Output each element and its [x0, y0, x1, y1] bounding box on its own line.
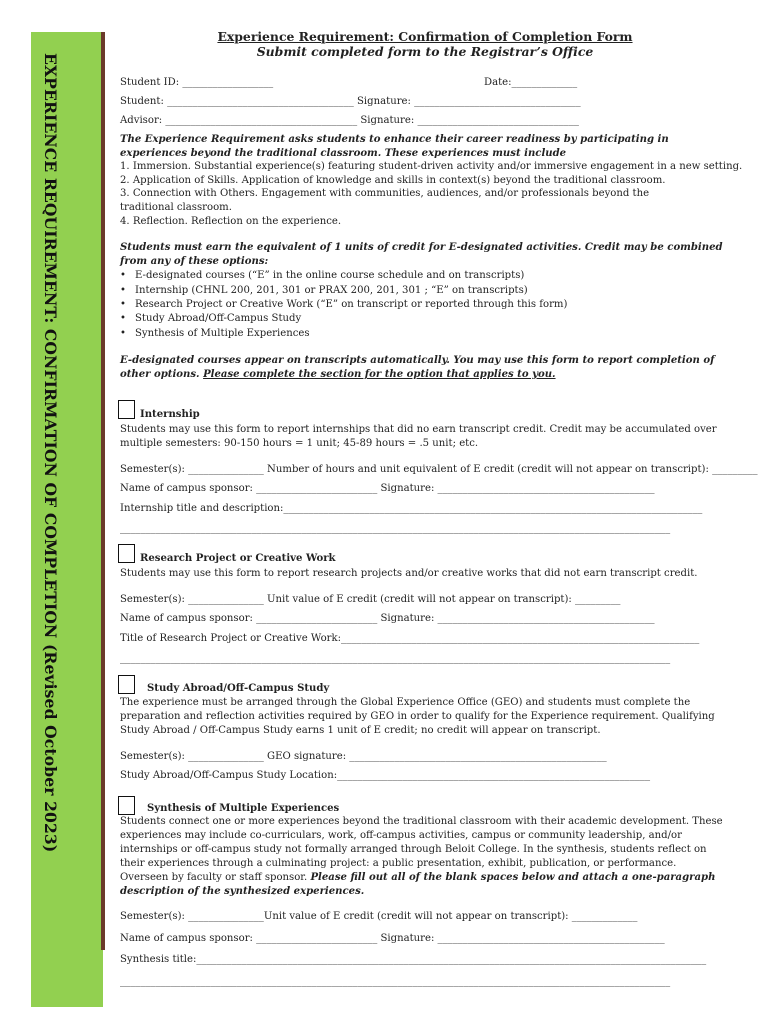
student-id-field[interactable]: Student ID: __________________ [120, 77, 274, 88]
research-checkbox[interactable] [118, 544, 135, 563]
form-header [120, 29, 730, 59]
synthesis-checkbox[interactable] [118, 796, 135, 815]
study-abroad-location-field[interactable]: Study Abroad/Off-Campus Study Location:______________________________________________________________ [120, 770, 651, 781]
synthesis-description: Students connect one or more experiences beyond the traditional classroom with their academic development. These experiences may include co-curriculars, work, off-campus activities, campus or community leadership, and/or internships or off-campus study not formally arranged through Beloit College. In the synthesis, students reflect on their experiences through a culminating project: a public presentation, exhibit, publication, or performance. Overseen by faculty or staff sponsor. Please fill out all of the blank spaces below and attach a one-paragraph description of the synthesized experiences. [120, 816, 723, 897]
synthesis-sponsor-field[interactable]: Name of campus sponsor: ________________________ Signature: _____________________________________________ [120, 933, 665, 944]
intro-item: 4. Reflection. Reflection on the experience. [120, 216, 342, 227]
intro-heading: The Experience Requirement asks students to enhance their career readiness by participating in experiences beyond the traditional classroom. These experiences must include [120, 134, 669, 159]
synthesis-extra-line[interactable]: _____________________________________________________________________________________________________________ [120, 976, 671, 987]
student-signature-field[interactable]: Student: _____________________________________ Signature: _________________________________ [120, 96, 581, 107]
study-abroad-description: The experience must be arranged through the Global Experience Office (GEO) and students must complete the preparation and reflection activities required by GEO in order to qualify for the Experience requirement. Qualifying Study Abroad / Off-Campus Study earns 1 unit of E credit; no credit will appear on transcript. [120, 697, 715, 736]
research-title-field[interactable]: Title of Research Project or Creative Work:_______________________________________________________________________ [120, 633, 700, 644]
form-title: Experience Requirement: Confirmation of Completion Form [217, 29, 633, 44]
credit-option: • Internship (CHNL 200, 201, 301 or PRAX 200, 201, 301 ; “E” on transcripts) [120, 285, 528, 296]
date-field[interactable]: Date:_____________ [484, 77, 578, 88]
intro-item: 1. Immersion. Substantial experience(s) featuring student-driven activity and/or immersive engagement in a new setting. [120, 161, 743, 172]
form-subtitle: Submit completed form to the Registrar’s Office [256, 44, 594, 59]
internship-title: Internship [140, 409, 200, 420]
research-extra-line[interactable]: _____________________________________________________________________________________________________________ [120, 653, 671, 664]
intro-item: 2. Application of Skills. Application of knowledge and skills in context(s) beyond the traditional classroom. [120, 175, 666, 186]
research-title: Research Project or Creative Work [140, 553, 336, 564]
study-abroad-checkbox[interactable] [118, 675, 135, 694]
credit-option: • Study Abroad/Off-Campus Study [120, 313, 302, 324]
credit-heading: Students must earn the equivalent of 1 units of credit for E-designated activities. Credit may be combined from any of these options: [120, 242, 723, 267]
synthesis-title-field[interactable]: Synthesis title:_____________________________________________________________________________________________________ [120, 954, 707, 965]
credit-option: • Synthesis of Multiple Experiences [120, 328, 310, 339]
study-abroad-semester-field[interactable]: Semester(s): _______________ GEO signature: ___________________________________________________ [120, 751, 607, 762]
internship-description-field[interactable]: Internship title and description:___________________________________________________________________________________ [120, 503, 703, 514]
intro-item: 3. Connection with Others. Engagement with communities, audiences, and/or professionals beyond the traditional classroom. [120, 188, 650, 213]
sidebar-divider [101, 32, 105, 950]
internship-description: Students may use this form to report internships that did no earn transcript credit. Credit may be accumulated over multiple semesters: 90-150 hours = 1 unit; 45-89 hours = .5 unit; etc. [120, 424, 717, 449]
vertical-title: EXPERIENCE REQUIREMENT: CONFIRMATION OF COMPLETION (Revised October 2023) [41, 53, 60, 853]
research-semester-field[interactable]: Semester(s): _______________ Unit value of E credit (credit will not appear on transcript): _________ [120, 594, 621, 605]
internship-checkbox[interactable] [118, 400, 135, 419]
research-sponsor-field[interactable]: Name of campus sponsor: ________________________ Signature: ___________________________________________ [120, 613, 655, 624]
internship-sponsor-field[interactable]: Name of campus sponsor: ________________________ Signature: ___________________________________________ [120, 483, 655, 494]
study-abroad-title: Study Abroad/Off-Campus Study [147, 683, 330, 694]
research-description: Students may use this form to report research projects and/or creative works that did not earn transcript credit. [120, 568, 698, 579]
credit-option: • E-designated courses (“E” in the online course schedule and on transcripts) [120, 270, 525, 281]
internship-semester-field[interactable]: Semester(s): _______________ Number of hours and unit equivalent of E credit (credit will not appear on transcript): _________ [120, 464, 758, 475]
synthesis-title: Synthesis of Multiple Experiences [147, 803, 340, 814]
credit-option: • Research Project or Creative Work (“E” on transcript or reported through this form) [120, 299, 568, 310]
synthesis-semester-field[interactable]: Semester(s): _______________Unit value of E credit (credit will not appear on transcript): _____________ [120, 911, 638, 922]
instructions-note: E-designated courses appear on transcripts automatically. You may use this form to report completion of other options. Please complete the section for the option that applies to you. [120, 355, 715, 380]
advisor-signature-field[interactable]: Advisor: ______________________________________ Signature: ________________________________ [120, 115, 579, 126]
internship-extra-line[interactable]: _____________________________________________________________________________________________________________ [120, 523, 671, 534]
